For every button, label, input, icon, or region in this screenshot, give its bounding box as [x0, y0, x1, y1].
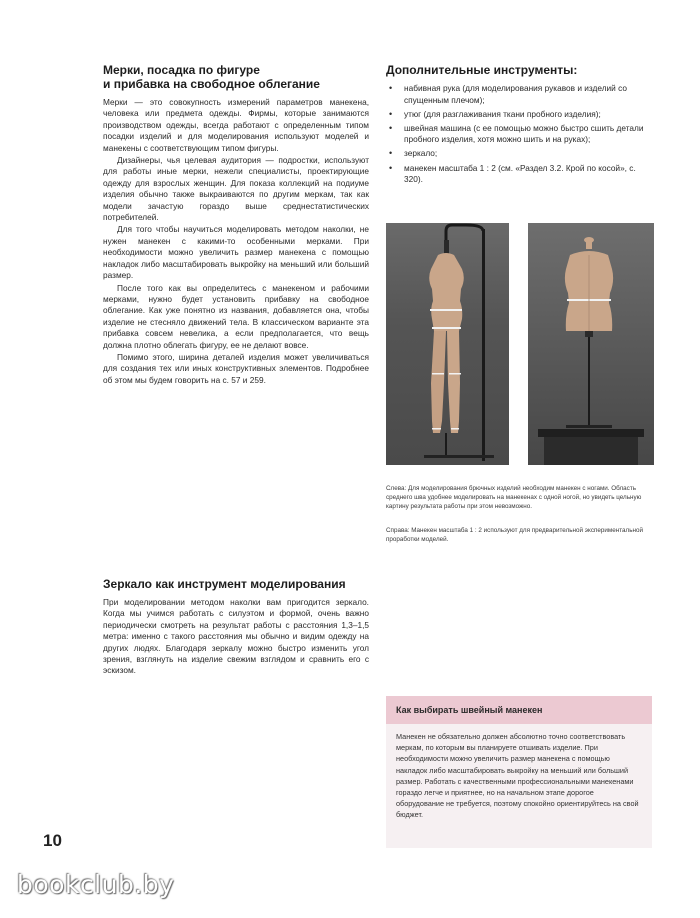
- bullet-icon: •: [389, 162, 393, 173]
- list-item: • зеркало;: [389, 148, 438, 159]
- list-item: • утюг (для разглаживания ткани пробного изделия);: [389, 108, 601, 119]
- section-heading: Мерки, посадка по фигуре и прибавка на свободное облегание: [103, 63, 320, 91]
- list-item: • набивная рука (для моделирования рукавов и изделий со спущенным плечом);: [389, 83, 627, 105]
- paragraph: Помимо этого, ширина деталей изделия может увеличиваться для создания тех или иных конструктивных элементов. Подробнее об этом мы будем говорить на с. 57 и 259.: [103, 351, 369, 385]
- list-item: • швейная машина (с ее помощью можно быстро сшить детали пробного изделия, хотя можно шить и на руках);: [389, 122, 644, 145]
- bullet-icon: •: [389, 108, 393, 119]
- photo-caption-left: Слева: Для моделирования брючных изделий необходим манекен с ногами. Область среднего шва удобнее моделировать на манекенах с одной ногой, но увидеть цельную картину результата работы при этом невозможно.: [386, 485, 642, 510]
- dress-form-legs-illustration: [386, 223, 509, 465]
- section-tools: [386, 63, 654, 188]
- paragraph: При моделировании методом наколки вам пригодится зеркало. Когда мы учимся работать с силуэтом и формой, очень важно периодически смотреть на результат работы с расстояния 1,3–1,5 метра: именно с такого расстояния мы обычно и видим одежду на других людях. Благодаря зеркалу можно быстро изменить угол зрения, взглянуть на изделие свежим взглядом и сравнить его с эскизом.: [103, 597, 369, 676]
- paragraph: После того как вы определитесь с манекеном и рабочими мерками, нужно будет установить прибавку на свободное облегание. Как уже понятно из названия, добавляется она, чтобы изделие не стесняло движений тела. В классическом варианте эта прибавка совсем невелика, а если предполагается, что вещь должна плотно облегать фигуру, ее не делают вовсе.: [103, 282, 369, 350]
- list-item: • манекен масштаба 1 : 2 (см. «Раздел 3.2. Крой по косой», с. 320).: [389, 162, 636, 185]
- section-measurements: [103, 63, 369, 386]
- paragraph: Мерки — это совокупность измерений параметров манекена, человека или предмета одежды. Фирмы, которые занимаются производством одежды, всегда работают с определенным типом посадки изделий и для моделирования используют моделей и манекены с соответствующим типом фигуры.: [103, 97, 369, 153]
- half-scale-dress-form-photo: [528, 223, 654, 465]
- tip-box-text: Манекен не обязательно должен абсолютно точно соответствовать меркам, по которым вы планируете отшивать изделие. При необходимости можно увеличить размер манекена с помощью накладок либо масштабировать выкройку на меньший или больший размер. Работать с качественными профессиональными манекенами гораздо легче и приятнее, но на начальном этапе дорогое оборудование не требуется, поэтому спокойно ориентируйтесь на свой бюджет.: [396, 732, 639, 820]
- photo-caption-right: Справа: Манекен масштаба 1 : 2 используют для предварительной экспериментальной проработки моделей.: [386, 527, 643, 543]
- paragraph: Дизайнеры, чья целевая аудитория — подростки, используют для работы иные мерки, нежели специалисты, проектирующие одежду для взрослых женщин. Для показа коллекций на подиуме изделия обычно также выкраиваются по другим меркам, так как модели зачастую гораздо выше среднестатистических потребителей.: [103, 155, 369, 223]
- watermark: bookclub.by: [17, 870, 175, 899]
- tools-list: [386, 83, 654, 186]
- section-mirror: [103, 577, 369, 677]
- bullet-icon: •: [389, 148, 393, 159]
- bullet-icon: •: [389, 83, 393, 93]
- paragraph: Для того чтобы научиться моделировать методом наколки, не нужен манекен с какими-то особенными мерками. При необходимости можно увеличить размер манекена с помощью накладок либо масштабировать выкройку на меньший или больший размер.: [103, 224, 369, 281]
- tools-heading: Дополнительные инструменты:: [386, 63, 578, 77]
- tip-box-title: Как выбирать швейный манекен: [386, 696, 652, 724]
- section-heading: Зеркало как инструмент моделирования: [103, 577, 346, 591]
- page-number: 10: [43, 831, 62, 850]
- tip-box: [386, 696, 652, 848]
- half-scale-form-illustration: [528, 223, 654, 465]
- bullet-icon: •: [389, 122, 393, 133]
- dress-form-with-legs-photo: [386, 223, 509, 465]
